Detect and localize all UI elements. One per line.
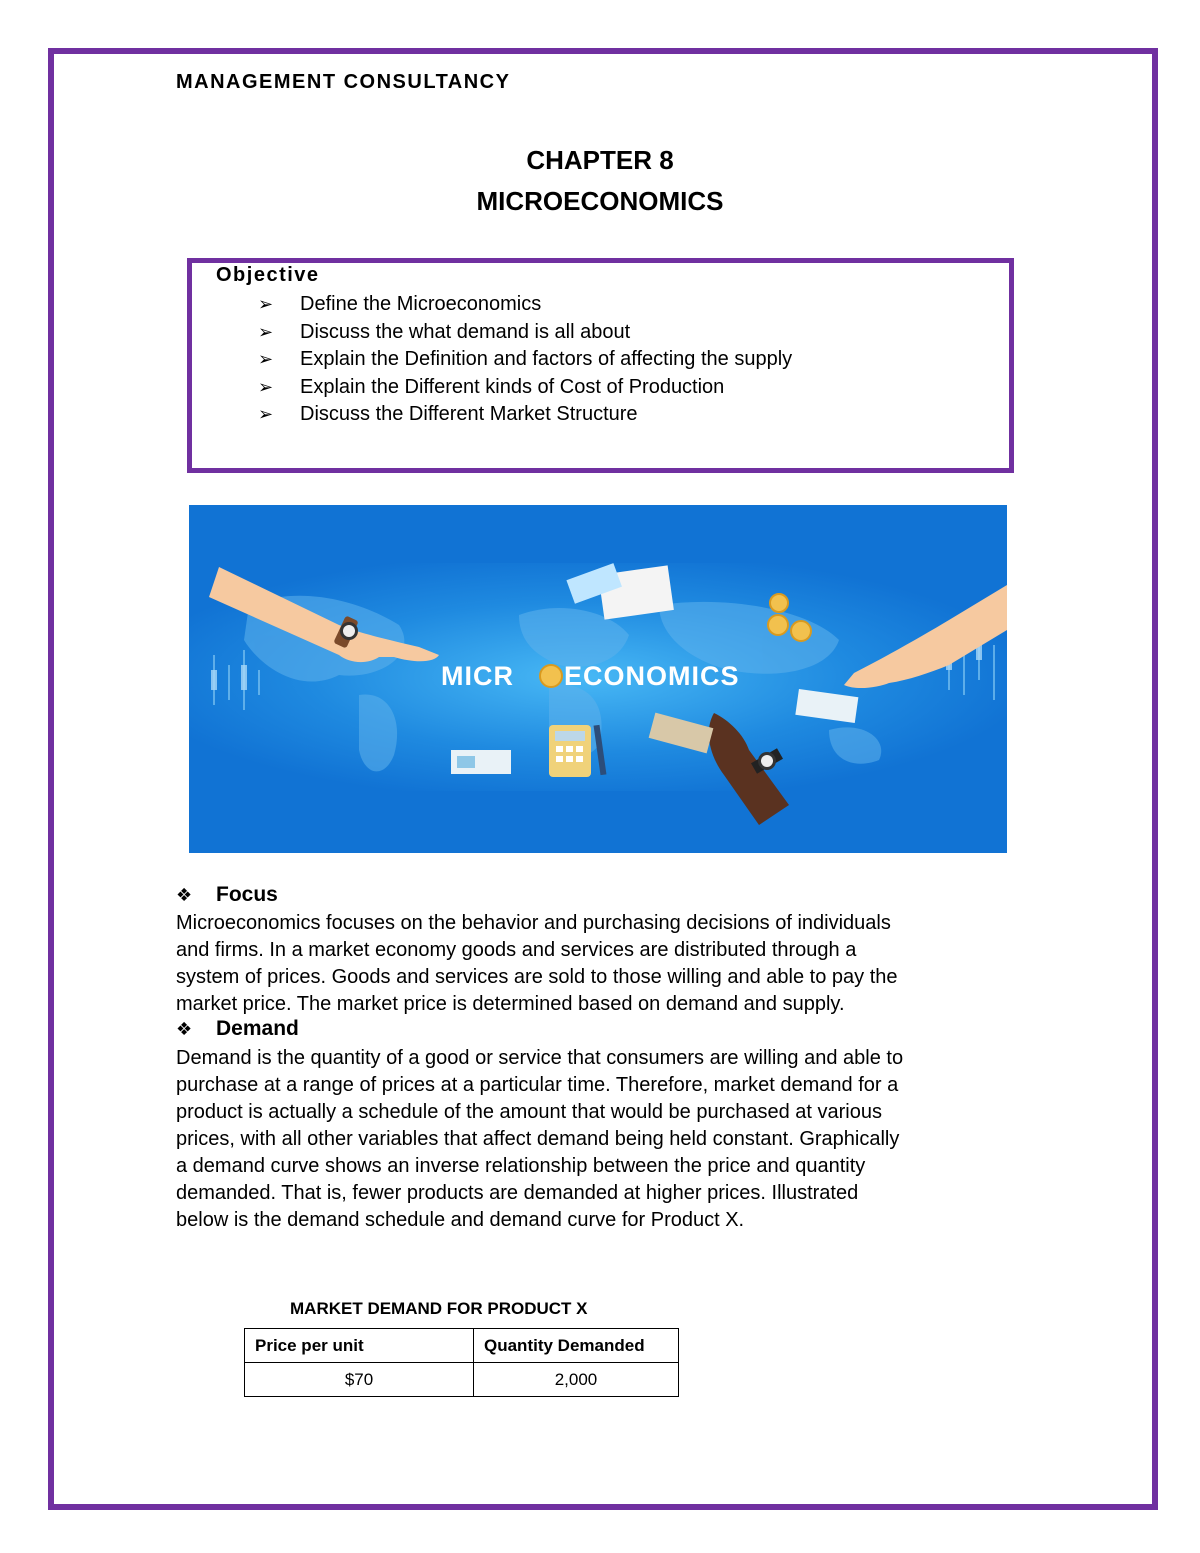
demand-line: Demand is the quantity of a good or service that consumers are willing and able to [176, 1047, 904, 1069]
demand-line: prices, with all other variables that affect demand being held constant. Graphically [176, 1128, 900, 1150]
objective-item [258, 291, 792, 319]
demand-line: purchase at a range of prices at a particular time. Therefore, market demand for a [176, 1074, 899, 1096]
banner-text-left: MICR [441, 661, 514, 691]
table-header-price: Price per unit [245, 1329, 474, 1363]
microeconomics-banner-image [189, 505, 1007, 853]
table-cell-price: $70 [245, 1363, 474, 1397]
focus-paragraph [176, 910, 1036, 1018]
arrow-bullet-icon: ➢ [258, 294, 274, 314]
table-cell-quantity: 2,000 [474, 1363, 679, 1397]
table-row [245, 1363, 679, 1397]
focus-heading [176, 883, 278, 907]
table-title: MARKET DEMAND FOR PRODUCT X [290, 1299, 588, 1318]
objective-item-text: Explain the Different kinds of Cost of Production [300, 375, 725, 398]
chapter-number: CHAPTER 8 [526, 145, 674, 175]
focus-line: system of prices. Goods and services are sold to those willing and able to pay the [176, 966, 898, 988]
arrow-bullet-icon: ➢ [258, 404, 274, 424]
demand-line: a demand curve shows an inverse relationship between the price and quantity [176, 1155, 866, 1177]
diamond-bullet-icon: ❖ [176, 1019, 193, 1039]
chapter-title: MICROECONOMICS [476, 186, 724, 216]
coin-letter-o-icon [540, 665, 562, 687]
objective-item [258, 374, 792, 402]
diamond-bullet-icon: ❖ [176, 885, 193, 905]
objective-item-text: Explain the Definition and factors of affecting the supply [300, 348, 793, 370]
banner-text-right: ECONOMICS [564, 661, 740, 691]
arrow-bullet-icon: ➢ [258, 376, 274, 397]
demand-schedule-table [244, 1328, 679, 1397]
demand-heading [176, 1017, 299, 1041]
demand-line: below is the demand schedule and demand curve for Product X. [176, 1209, 745, 1231]
arrow-bullet-icon: ➢ [258, 321, 274, 342]
demand-heading-text: Demand [216, 1017, 299, 1040]
objective-item-text: Define the Microeconomics [300, 293, 542, 315]
objective-list [258, 291, 792, 429]
objective-item [258, 346, 792, 374]
objective-item-text: Discuss the Different Market Structure [300, 403, 638, 425]
demand-line: product is actually a schedule of the amount that would be purchased at various [176, 1101, 882, 1123]
table-header-row [245, 1329, 679, 1363]
table-header-quantity: Quantity Demanded [474, 1329, 679, 1363]
arrow-bullet-icon: ➢ [258, 349, 274, 369]
objective-item [258, 319, 792, 347]
document-header: MANAGEMENT CONSULTANCY [176, 71, 511, 93]
objective-item [258, 401, 792, 429]
demand-paragraph [176, 1045, 1036, 1234]
focus-line: Microeconomics focuses on the behavior and purchasing decisions of individuals [176, 912, 891, 934]
focus-line: market price. The market price is determined based on demand and supply. [176, 993, 845, 1015]
focus-heading-text: Focus [216, 883, 278, 906]
demand-line: demanded. That is, fewer products are demanded at higher prices. Illustrated [176, 1182, 859, 1204]
banner-illustration [189, 505, 1007, 853]
objective-item-text: Discuss the what demand is all about [300, 320, 631, 343]
focus-line: and firms. In a market economy goods and services are distributed through a [176, 939, 857, 961]
objective-title: Objective [216, 264, 320, 286]
